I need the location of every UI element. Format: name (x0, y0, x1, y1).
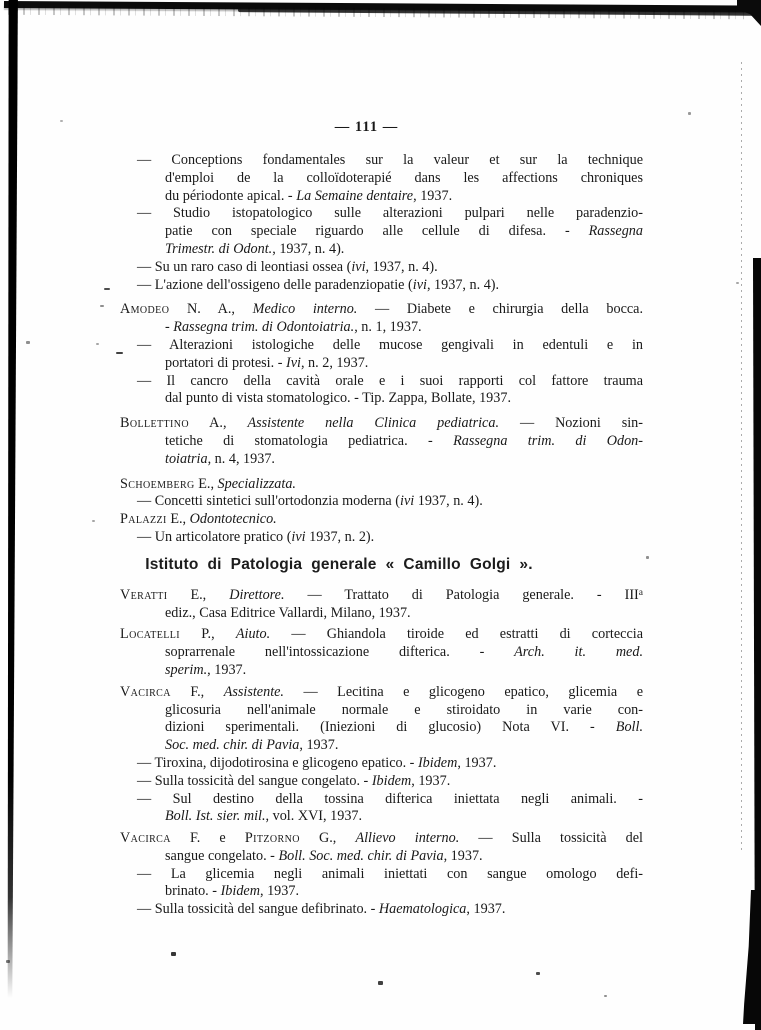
text-segment: Amodeo (120, 301, 170, 318)
text-segment: Arch. it. med. (514, 644, 643, 661)
text-segment: a (638, 587, 643, 598)
text-segment: , 1937. (411, 772, 451, 789)
text-segment: — Sul destino della tossina difterica iniettata negli animali. - (137, 790, 643, 807)
bib-section (120, 556, 643, 919)
text-segment: Medico interno. (252, 301, 358, 318)
bib-line (120, 277, 643, 295)
text-segment: , 1937. (466, 901, 506, 918)
text-segment: — Diabete e chirurgia della bocca. (357, 301, 644, 318)
text-segment: ivi (412, 276, 427, 293)
text-segment: Pitzorno (244, 830, 300, 847)
text-segment: A., (189, 415, 248, 432)
text-segment: soprarrenale nell'intossicazione difterica. - (165, 644, 515, 661)
bib-line (120, 644, 643, 662)
text-segment: , 1937, n. 4). (272, 240, 345, 257)
bib-entry (120, 373, 643, 409)
text-segment: , 1937. (259, 883, 299, 900)
text-segment: E., (167, 586, 230, 603)
bib-line (120, 773, 643, 791)
text-segment: — Il cancro della cavità orale e i suoi rapporti col fattore trauma (137, 372, 643, 389)
bib-line (120, 433, 643, 451)
text-segment: P., (180, 626, 236, 643)
text-segment: Allievo interno. (355, 830, 460, 847)
bib-entry (120, 773, 643, 791)
bib-line (120, 883, 643, 901)
bib-section (120, 152, 643, 547)
bib-entry (120, 493, 643, 511)
text-segment: ivi (351, 258, 366, 275)
bib-entry (120, 791, 643, 827)
text-segment: G., (299, 830, 356, 847)
text-segment: Veratti (120, 586, 168, 603)
bib-entry (120, 511, 643, 529)
text-segment: , n. 4, 1937. (207, 450, 275, 467)
text-segment: — Sulla tossicità del sangue congelato. - (137, 772, 372, 789)
bib-line (120, 529, 643, 547)
text-segment: dal punto di vista stomatologico. - Tip. Zappa, Bollate, 1937. (165, 390, 511, 407)
bib-line (120, 259, 643, 277)
text-segment: Specializzata. (217, 475, 296, 492)
bib-line (120, 170, 643, 188)
bib-line (120, 241, 643, 259)
bib-entry (120, 152, 643, 205)
text-segment: Ibidem (417, 754, 458, 771)
bib-line (120, 605, 643, 623)
bib-line (120, 830, 643, 848)
bib-line (120, 702, 643, 720)
text-segment: Schoemberg (120, 475, 195, 492)
bib-entry (120, 755, 643, 773)
text-segment: toiatria (165, 450, 208, 467)
bib-entry (120, 205, 643, 258)
text-segment: ivi (291, 528, 306, 545)
text-segment: , 1937. (299, 737, 339, 754)
text-segment: , 1937. (457, 754, 497, 771)
text-segment: , 1937. (207, 661, 247, 678)
bib-line (120, 755, 643, 773)
text-segment: — Sulla tossicità del sangue defibrinato. - (137, 901, 379, 918)
text-segment: F. e (170, 830, 245, 847)
text-segment: , 1937, n. 4). (426, 276, 500, 293)
text-segment: Soc. med. chir. di Pavia (165, 737, 300, 754)
bib-line (120, 301, 643, 319)
bib-entry (120, 830, 643, 866)
bib-line (120, 319, 643, 337)
text-segment: , 1937. (413, 187, 453, 204)
bib-line (120, 188, 643, 206)
text-segment: du périodonte apical. - (165, 187, 297, 204)
section-heading: Istituto di Patologia generale « Camillo Golgi ». (145, 555, 533, 573)
text-segment: Assistente nella Clinica pediatrica. (247, 415, 499, 432)
text-segment: Ivi (285, 354, 301, 371)
text-segment: Odontotecnico. (189, 511, 277, 528)
bib-entry (120, 866, 643, 902)
bib-line (120, 626, 643, 644)
text-segment: — Sulla tossicità del (459, 830, 643, 847)
bib-line (120, 337, 643, 355)
bib-entry (120, 529, 643, 547)
bib-line (120, 415, 643, 433)
page-number: — 111 — (334, 119, 399, 135)
text-segment: , 1937. (443, 847, 483, 864)
bib-line (120, 355, 643, 373)
text-segment: Rassegna (588, 223, 643, 240)
text-segment: Palazzi (120, 511, 167, 528)
bib-line (120, 901, 643, 919)
bib-entry (120, 337, 643, 373)
bib-line (120, 511, 643, 529)
text-segment: Vacirca (120, 683, 171, 700)
text-segment: Haematologica (378, 901, 467, 918)
text-segment: , n. 1, 1937. (354, 319, 422, 336)
text-block (120, 118, 643, 919)
text-segment: Boll. Soc. med. chir. di Pavia (278, 847, 444, 864)
text-segment: Ibidem (220, 883, 260, 900)
text-segment: ediz., Casa Editrice Vallardi, Milano, 1937. (165, 604, 411, 621)
text-segment: sperim. (165, 661, 208, 678)
text-segment: Ibidem (371, 772, 412, 789)
bib-line (120, 848, 643, 866)
bib-line (120, 205, 643, 223)
text-segment: — Conceptions fondamentales sur la valeur et sur la technique (137, 152, 643, 168)
bib-line (120, 585, 643, 605)
text-segment: patie con speciale riguardo alle cellule di difesa. - (165, 223, 589, 240)
bib-entry (120, 277, 643, 295)
bib-entry (120, 476, 643, 494)
text-segment: Boll. (615, 719, 643, 736)
text-segment: — Alterazioni istologiche delle mucose gengivali in edentuli e in (137, 336, 643, 353)
text-segment: 1937, n. 4). (414, 493, 483, 510)
text-segment: ivi (400, 493, 415, 510)
bibliography (120, 152, 643, 919)
bib-line (120, 719, 643, 737)
text-segment: — La glicemia negli animali iniettati con sangue omologo defi- (137, 865, 643, 882)
bib-line (120, 152, 643, 170)
text-segment: — Su un raro caso di leontiasi ossea ( (137, 258, 352, 275)
bib-line (120, 791, 643, 809)
text-segment: — Ghiandola tiroide ed estratti di corteccia (270, 626, 643, 643)
bib-entry (120, 684, 643, 755)
text-segment: F., (170, 683, 224, 700)
text-segment: Trimestr. di Odont. (165, 240, 273, 257)
text-segment: Vacirca (120, 830, 171, 847)
bib-entry (120, 301, 643, 337)
text-segment: glicosuria nell'animale normale e stiroidato in varie con- (165, 701, 643, 718)
text-segment: Direttore. (229, 586, 285, 603)
text-segment: Rassegna trim. di Odontoiatria. (173, 319, 355, 336)
text-segment: E., (194, 475, 218, 492)
bib-entry (120, 626, 643, 679)
bib-line (120, 662, 643, 680)
bib-line (120, 223, 643, 241)
text-segment: Locatelli (120, 626, 181, 643)
text-segment: , vol. XVI, 1937. (265, 808, 363, 825)
text-segment: portatori di protesi. - (165, 354, 286, 371)
text-segment: — Nozioni sin- (499, 415, 643, 432)
bib-entry (120, 259, 643, 277)
text-segment: - (165, 319, 174, 336)
text-segment: Rassegna trim. di Odon- (453, 432, 643, 449)
text-segment: , n. 2, 1937. (300, 354, 369, 371)
text-segment: Boll. Ist. sier. mil. (165, 808, 266, 825)
bib-line (120, 373, 643, 391)
bib-entry (120, 585, 643, 623)
bib-line (120, 808, 643, 826)
bib-line (120, 684, 643, 702)
text-segment: 1937, n. 2). (305, 528, 375, 545)
text-segment: sangue congelato. - (165, 847, 279, 864)
bib-line (120, 493, 643, 511)
text-segment: tetiche di stomatologia pediatrica. - (165, 432, 454, 449)
text-segment: N. A., (169, 301, 253, 318)
text-segment: — Studio istopatologico sulle alterazioni pulpari nelle paradenzio- (137, 205, 643, 222)
bib-line (120, 866, 643, 884)
text-segment: La Semaine dentaire (296, 187, 414, 204)
text-segment: — Trattato di Patologia generale. - III (284, 586, 639, 603)
text-segment: — Concetti sintetici sull'ortodonzia moderna ( (137, 493, 400, 510)
bib-line (120, 737, 643, 755)
bib-entry (120, 901, 643, 919)
text-segment: — Tiroxina, dijodotirosina e glicogeno epatico. - (137, 754, 418, 771)
text-segment: Aiuto. (235, 626, 271, 643)
text-segment: — Un articolatore pratico ( (137, 528, 292, 545)
text-segment: , 1937, n. 4). (365, 258, 438, 275)
bib-line (120, 390, 643, 408)
text-segment: — Lecitina e glicogeno epatico, glicemia e (283, 683, 643, 700)
text-segment: Bollettino (120, 415, 189, 432)
text-segment: — L'azione dell'ossigeno delle paradenziopatie ( (137, 276, 413, 293)
bib-line (120, 451, 643, 469)
text-segment: dizioni sperimentali. (Iniezioni di glucosio) Nota VI. - (165, 719, 616, 736)
text-segment: d'emploi de la colloïdoterapié dans les affections chroniques (165, 169, 643, 186)
bib-line (120, 476, 643, 494)
bib-entry (120, 415, 643, 468)
text-segment: E., (166, 511, 190, 528)
text-segment: Assistente. (223, 683, 284, 700)
text-segment: brinato. - (165, 883, 221, 900)
